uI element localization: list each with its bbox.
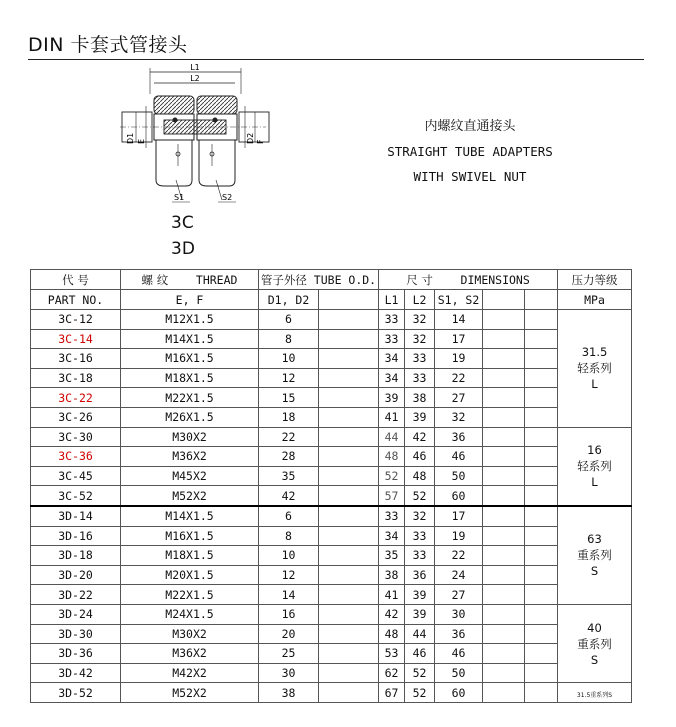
cell-thread: M14X1.5 (121, 506, 259, 526)
cell-l2: 52 (405, 663, 435, 683)
cell-blank (525, 565, 558, 585)
desc-english-2: WITH SWIVEL NUT (413, 169, 527, 184)
cell-l1: 35 (379, 546, 405, 566)
table-row (31, 585, 632, 605)
cell-blank (319, 683, 379, 703)
cell-blank (319, 466, 379, 486)
cell-l1: 57 (379, 486, 405, 506)
cell-blank (483, 526, 525, 546)
title-rule (28, 59, 644, 60)
cell-l2: 33 (405, 368, 435, 388)
cell-tube-od: 15 (259, 388, 319, 408)
cell-blank (319, 349, 379, 369)
cell-s1s2: 17 (435, 506, 483, 526)
cell-tube-od: 10 (259, 546, 319, 566)
cell-blank (483, 447, 525, 467)
cell-l1: 39 (379, 388, 405, 408)
cell-blank (319, 486, 379, 506)
pressure-series: 轻系列 (577, 459, 612, 474)
cell-l2: 52 (405, 486, 435, 506)
cell-l1: 33 (379, 329, 405, 349)
cell-blank (483, 604, 525, 624)
table-row (31, 368, 632, 388)
cell-blank (525, 447, 558, 467)
cell-s1s2: 19 (435, 349, 483, 369)
cell-blank (525, 368, 558, 388)
header-thread (121, 270, 259, 290)
table-row (31, 407, 632, 427)
table-row (31, 349, 632, 369)
cell-part-no: 3C-18 (31, 368, 121, 388)
header-dim-en: DIMENSIONS (460, 272, 530, 287)
cell-blank (483, 407, 525, 427)
cell-blank (319, 427, 379, 447)
table-row (31, 466, 632, 486)
cell-pressure-group (558, 604, 632, 682)
cell-l2: 38 (405, 388, 435, 408)
code-3c: 3C (171, 213, 194, 233)
cell-s1s2: 30 (435, 604, 483, 624)
cell-tube-od: 6 (259, 310, 319, 330)
cell-part-no: 3C-36 (31, 447, 121, 467)
cell-thread: M30X2 (121, 427, 259, 447)
header-l1: L1 (379, 290, 405, 310)
cell-tube-od: 38 (259, 683, 319, 703)
cell-blank (525, 407, 558, 427)
header-part-no: PART NO. (31, 290, 121, 310)
cell-blank (525, 604, 558, 624)
pressure-code: L (591, 475, 598, 490)
cell-l1: 42 (379, 604, 405, 624)
table-row (31, 329, 632, 349)
cell-l2: 39 (405, 585, 435, 605)
cell-part-no: 3D-18 (31, 546, 121, 566)
label-e: E (137, 138, 146, 144)
cell-s1s2: 60 (435, 486, 483, 506)
cell-blank (319, 388, 379, 408)
pressure-value: 16 (587, 443, 602, 458)
spec-table (30, 269, 632, 703)
code-3d: 3D (171, 239, 195, 259)
cell-part-no: 3D-42 (31, 663, 121, 683)
cell-blank (319, 310, 379, 330)
header-part: 代 号 (31, 270, 121, 290)
pressure-series: 重系列 (577, 548, 612, 563)
cell-l1: 34 (379, 349, 405, 369)
cell-pressure-group (558, 506, 632, 604)
cell-blank (483, 368, 525, 388)
cell-blank (319, 526, 379, 546)
header-pressure: 压力等级 (558, 270, 632, 290)
cell-l2: 46 (405, 447, 435, 467)
cell-blank (525, 310, 558, 330)
cell-blank (319, 585, 379, 605)
cell-l1: 41 (379, 585, 405, 605)
cell-l1: 62 (379, 663, 405, 683)
cell-blank (319, 546, 379, 566)
header-blank-1 (319, 290, 379, 310)
label-l1: L1 (190, 63, 200, 72)
cell-thread: M22X1.5 (121, 585, 259, 605)
cell-tube-od: 8 (259, 329, 319, 349)
cell-blank (525, 506, 558, 526)
cell-thread: M26X1.5 (121, 407, 259, 427)
cell-l1: 44 (379, 427, 405, 447)
cell-thread: M22X1.5 (121, 388, 259, 408)
cell-s1s2: 50 (435, 663, 483, 683)
cell-blank (483, 546, 525, 566)
desc-chinese: 内螺纹直通接头 (424, 119, 516, 134)
cell-tube-od: 6 (259, 506, 319, 526)
cell-thread: M36X2 (121, 644, 259, 664)
header-dim-cn: 尺 寸 (406, 272, 433, 287)
table-row (31, 310, 632, 330)
table-row (31, 526, 632, 546)
cell-tube-od: 10 (259, 349, 319, 369)
cell-part-no: 3D-36 (31, 644, 121, 664)
cell-blank (483, 585, 525, 605)
cell-s1s2: 46 (435, 644, 483, 664)
cell-blank (483, 683, 525, 703)
cell-l2: 32 (405, 329, 435, 349)
cell-tube-od: 22 (259, 427, 319, 447)
header-mpa: MPa (558, 290, 632, 310)
cell-thread: M36X2 (121, 447, 259, 467)
table-row (31, 447, 632, 467)
label-d1: D1 (126, 132, 135, 144)
header-d1d2: D1, D2 (259, 290, 319, 310)
table-row (31, 388, 632, 408)
cell-tube-od: 12 (259, 368, 319, 388)
cell-part-no: 3C-30 (31, 427, 121, 447)
label-f: F (256, 139, 265, 144)
cell-blank (483, 486, 525, 506)
cell-l1: 52 (379, 466, 405, 486)
cell-part-no: 3C-52 (31, 486, 121, 506)
cell-blank (483, 427, 525, 447)
cell-blank (525, 349, 558, 369)
cell-s1s2: 46 (435, 447, 483, 467)
cell-thread: M52X2 (121, 486, 259, 506)
cell-l1: 48 (379, 447, 405, 467)
cell-thread: M30X2 (121, 624, 259, 644)
cell-part-no: 3C-26 (31, 407, 121, 427)
header-row-2 (31, 290, 632, 310)
cell-blank (483, 663, 525, 683)
cell-blank (525, 683, 558, 703)
cell-l1: 33 (379, 310, 405, 330)
cell-tube-od: 35 (259, 466, 319, 486)
cell-blank (319, 663, 379, 683)
model-codes (171, 210, 195, 262)
cell-l2: 33 (405, 526, 435, 546)
cell-thread: M42X2 (121, 663, 259, 683)
cell-l2: 32 (405, 506, 435, 526)
cell-pressure-group (558, 683, 632, 703)
cell-l1: 38 (379, 565, 405, 585)
cell-blank (483, 506, 525, 526)
table-row (31, 624, 632, 644)
table-row (31, 683, 632, 703)
cell-part-no: 3D-20 (31, 565, 121, 585)
pressure-code: S (590, 564, 599, 579)
cell-l2: 52 (405, 683, 435, 703)
cell-blank (319, 644, 379, 664)
cell-s1s2: 27 (435, 388, 483, 408)
cell-l2: 46 (405, 644, 435, 664)
cell-l2: 48 (405, 466, 435, 486)
table-row (31, 644, 632, 664)
cell-pressure-group (558, 427, 632, 506)
cell-s1s2: 22 (435, 368, 483, 388)
cell-l2: 44 (405, 624, 435, 644)
cell-blank (525, 663, 558, 683)
cell-blank (319, 329, 379, 349)
pressure-value: 40 (587, 620, 602, 635)
cell-blank (319, 447, 379, 467)
cell-pressure-group (558, 310, 632, 428)
cell-thread: M52X2 (121, 683, 259, 703)
cell-part-no: 3C-22 (31, 388, 121, 408)
cell-tube-od: 12 (259, 565, 319, 585)
cell-blank (319, 565, 379, 585)
header-l2: L2 (405, 290, 435, 310)
header-tube: 管子外径 TUBE O.D. (259, 270, 379, 290)
cell-blank (483, 565, 525, 585)
pressure-value: 63 (587, 532, 602, 547)
cell-l2: 32 (405, 310, 435, 330)
cell-part-no: 3D-14 (31, 506, 121, 526)
header-s1s2: S1, S2 (435, 290, 483, 310)
label-d2: D2 (246, 132, 255, 144)
cell-part-no: 3D-30 (31, 624, 121, 644)
cell-blank (525, 526, 558, 546)
pressure-value: 31.5 (581, 345, 608, 360)
header-ef: E, F (121, 290, 259, 310)
cell-l2: 39 (405, 604, 435, 624)
cell-s1s2: 32 (435, 407, 483, 427)
cell-thread: M45X2 (121, 466, 259, 486)
product-description (380, 114, 560, 189)
cell-l2: 36 (405, 565, 435, 585)
header-blank-3 (525, 290, 558, 310)
desc-english-1: STRAIGHT TUBE ADAPTERS (387, 144, 553, 159)
label-s2: S2 (222, 193, 233, 202)
cell-tube-od: 25 (259, 644, 319, 664)
cell-blank (319, 604, 379, 624)
page-title: DIN 卡套式管接头 (28, 34, 188, 56)
cell-l2: 33 (405, 546, 435, 566)
cell-l1: 48 (379, 624, 405, 644)
cell-l1: 67 (379, 683, 405, 703)
cell-thread: M18X1.5 (121, 368, 259, 388)
table-row (31, 486, 632, 506)
cell-l1: 53 (379, 644, 405, 664)
cell-s1s2: 24 (435, 565, 483, 585)
cell-part-no: 3C-45 (31, 466, 121, 486)
cell-part-no: 3C-12 (31, 310, 121, 330)
cell-blank (525, 388, 558, 408)
cell-part-no: 3D-24 (31, 604, 121, 624)
cell-s1s2: 14 (435, 310, 483, 330)
cell-tube-od: 20 (259, 624, 319, 644)
cell-s1s2: 36 (435, 427, 483, 447)
cell-l1: 33 (379, 506, 405, 526)
pressure-series: 重系列 (577, 636, 612, 651)
cell-s1s2: 19 (435, 526, 483, 546)
fitting-drawing (108, 62, 278, 212)
cell-l1: 34 (379, 526, 405, 546)
cell-blank (483, 310, 525, 330)
cell-part-no: 3C-14 (31, 329, 121, 349)
table-row (31, 663, 632, 683)
pressure-code: L (591, 377, 598, 392)
cell-blank (525, 624, 558, 644)
pressure-code: S (590, 652, 599, 667)
cell-blank (525, 546, 558, 566)
cell-tube-od: 18 (259, 407, 319, 427)
pressure-series: 轻系列 (577, 361, 612, 376)
cell-tube-od: 8 (259, 526, 319, 546)
cell-l1: 34 (379, 368, 405, 388)
cell-s1s2: 50 (435, 466, 483, 486)
cell-s1s2: 22 (435, 546, 483, 566)
cell-blank (525, 486, 558, 506)
cell-tube-od: 30 (259, 663, 319, 683)
header-dimensions (379, 270, 558, 290)
cell-blank (525, 329, 558, 349)
cell-blank (483, 329, 525, 349)
table-row (31, 427, 632, 447)
cell-part-no: 3D-52 (31, 683, 121, 703)
cell-part-no: 3D-22 (31, 585, 121, 605)
cell-blank (525, 427, 558, 447)
header-blank-2 (483, 290, 525, 310)
cell-blank (483, 644, 525, 664)
header-row-1 (31, 270, 632, 290)
table-row (31, 565, 632, 585)
cell-s1s2: 17 (435, 329, 483, 349)
cell-thread: M16X1.5 (121, 526, 259, 546)
cell-part-no: 3D-16 (31, 526, 121, 546)
cell-blank (483, 388, 525, 408)
table-row (31, 604, 632, 624)
cell-l2: 39 (405, 407, 435, 427)
cell-tube-od: 42 (259, 486, 319, 506)
table-row (31, 546, 632, 566)
cell-s1s2: 36 (435, 624, 483, 644)
cell-l2: 33 (405, 349, 435, 369)
cell-thread: M12X1.5 (121, 310, 259, 330)
cell-tube-od: 16 (259, 604, 319, 624)
header-thread-en: THREAD (195, 272, 238, 287)
cell-thread: M14X1.5 (121, 329, 259, 349)
cell-blank (483, 349, 525, 369)
cell-blank (319, 368, 379, 388)
cell-blank (319, 506, 379, 526)
cell-blank (483, 624, 525, 644)
cell-thread: M24X1.5 (121, 604, 259, 624)
cell-thread: M16X1.5 (121, 349, 259, 369)
cell-thread: M20X1.5 (121, 565, 259, 585)
cell-part-no: 3C-16 (31, 349, 121, 369)
cell-blank (525, 644, 558, 664)
cell-blank (319, 407, 379, 427)
pressure-note: 31.5重系列S (576, 691, 613, 699)
cell-l1: 41 (379, 407, 405, 427)
cell-tube-od: 28 (259, 447, 319, 467)
cell-s1s2: 27 (435, 585, 483, 605)
label-l2: L2 (190, 74, 200, 83)
cell-tube-od: 14 (259, 585, 319, 605)
cell-blank (525, 466, 558, 486)
cell-thread: M18X1.5 (121, 546, 259, 566)
table-row (31, 506, 632, 526)
cell-l2: 42 (405, 427, 435, 447)
label-s1: S1 (174, 193, 185, 202)
header-thread-cn: 螺 纹 (141, 272, 169, 287)
cell-blank (525, 585, 558, 605)
cell-blank (319, 624, 379, 644)
cell-s1s2: 60 (435, 683, 483, 703)
cell-blank (483, 466, 525, 486)
